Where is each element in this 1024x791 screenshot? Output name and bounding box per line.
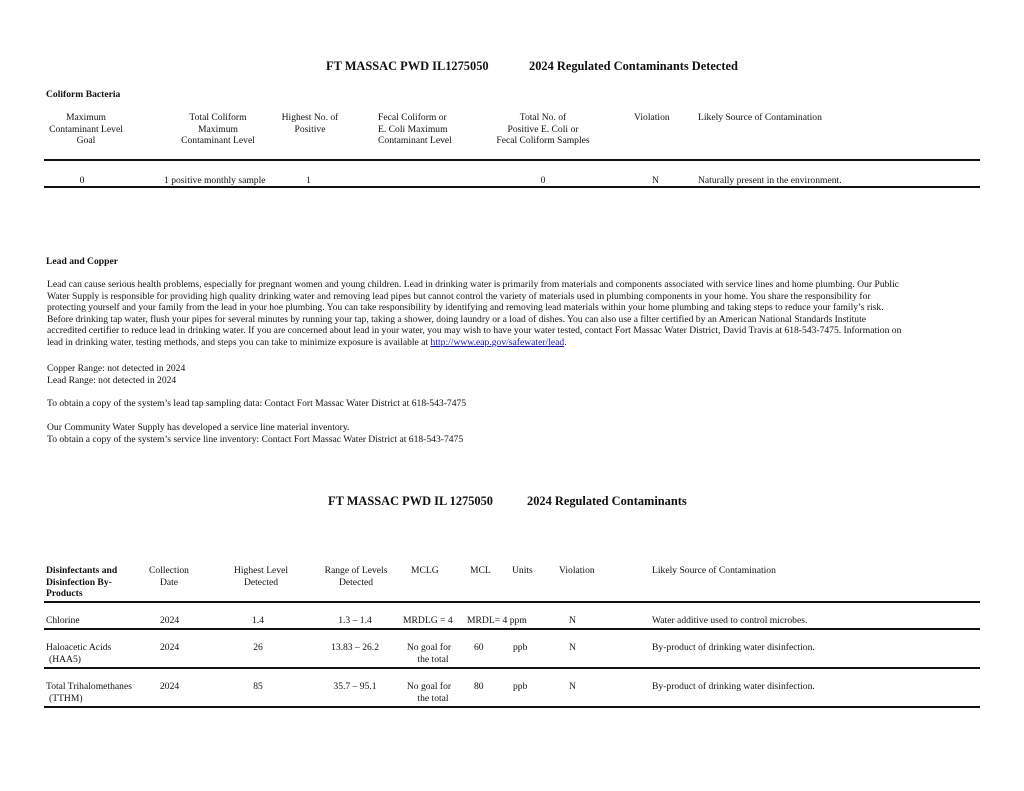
row-highest-positive: 1	[306, 175, 311, 186]
chlorine-range: 1.3 – 1.4	[338, 615, 372, 626]
disinfectants-title-left: FT MASSAC PWD IL 1275050	[328, 494, 493, 508]
lead-range: Lead Range: not detected in 2024	[47, 375, 177, 386]
row-total-positive: 0	[540, 175, 546, 186]
tthm-violation: N	[569, 681, 576, 692]
haa5-units: ppb	[513, 642, 528, 653]
service-line-inventory-note: Our Community Water Supply has developed a service line material inventory.	[47, 422, 350, 433]
service-line-inventory-contact: To obtain a copy of the system’s service line inventory: Contact Fort Massac Water District at 618-543-7475	[47, 434, 464, 445]
row-mclg: 0	[79, 175, 85, 186]
lead-info-text: lead in drinking water, testing methods, and steps you can take to minimize exposure is available at	[47, 336, 431, 348]
tthm-row-rule	[44, 706, 980, 708]
tthm-source: By-product of drinking water disinfection.	[652, 681, 815, 692]
row-source: Naturally present in the environment.	[698, 175, 842, 186]
coliform-title-right: 2024 Regulated Contaminants Detected	[529, 59, 738, 73]
coliform-heading: Coliform Bacteria	[46, 89, 121, 100]
lead-info-period: .	[564, 336, 567, 348]
coliform-title-left: FT MASSAC PWD IL1275050	[326, 59, 489, 73]
header-units: Units	[512, 565, 533, 576]
haa5-mclg: No goal for the total	[406, 642, 452, 665]
header-violation: Violation	[634, 112, 670, 123]
tthm-name: Total Trihalomethanes (TTHM)	[46, 681, 132, 704]
header-source-disinfectant: Likely Source of Contamination	[652, 565, 776, 576]
haa5-violation: N	[569, 642, 576, 653]
coliform-header-rule	[44, 159, 980, 161]
haa5-date: 2024	[160, 642, 180, 653]
header-source: Likely Source of Contamination	[698, 112, 822, 123]
tthm-units: ppb	[513, 681, 528, 692]
chlorine-source: Water additive used to control microbes.	[652, 615, 808, 626]
coliform-row-rule	[44, 186, 980, 188]
tthm-highest: 85	[253, 681, 263, 692]
safewater-lead-link[interactable]: http://www.eap.gov/safewater/lead	[430, 336, 565, 348]
tthm-mcl: 80	[474, 681, 484, 692]
lead-copper-heading: Lead and Copper	[46, 256, 118, 267]
lead-tap-sampling: To obtain a copy of the system’s lead tap sampling data: Contact Fort Massac Water District at 618-543-7475	[47, 398, 467, 409]
lead-paragraph-line: Before drinking tap water, flush your pipes for several minutes by running your tap, taking a shower, doing laundry or a load of dishes. You can also use a filter certified by an American National Standards Institute	[47, 313, 867, 325]
chlorine-violation: N	[569, 615, 576, 626]
haa5-highest: 26	[253, 642, 263, 653]
header-total-coliform-mcl: Total Coliform Maximum Contaminant Level	[181, 112, 255, 147]
haa5-mcl: 60	[474, 642, 484, 653]
header-highest-positive: Highest No. of Positive	[281, 112, 339, 135]
disinfectants-title-right: 2024 Regulated Contaminants	[527, 494, 687, 508]
header-fecal-mcl: Fecal Coliform or E. Coli Maximum Contaminant Level	[378, 112, 452, 147]
haa5-row-rule	[44, 667, 980, 669]
chlorine-mcl: MRDL= 4 ppm	[467, 615, 527, 626]
header-disinfectant-name: Disinfectants and Disinfection By- Products	[46, 565, 118, 600]
lead-paragraph-line: protecting yourself and your family from the lead in your hoe plumbing. You can take responsibility by identifying and removing lead materials within your home plumbing and taking steps to reduce your family’s risk.	[47, 302, 884, 314]
lead-paragraph-line: Lead can cause serious health problems, especially for pregnant women and young children. Lead in drinking water is primarily from materials and components associated with service lines and home plumbing. Our Public	[47, 279, 900, 290]
chlorine-name: Chlorine	[46, 615, 80, 626]
header-mclg: Maximum Contaminant Level Goal	[49, 112, 123, 147]
chlorine-mclg: MRDLG = 4	[403, 615, 453, 626]
tthm-date: 2024	[160, 681, 180, 692]
disinfectants-header-rule	[44, 601, 980, 603]
haa5-name: Haloacetic Acids (HAA5)	[46, 642, 112, 665]
header-highest-level: Highest Level Detected	[233, 565, 289, 588]
header-total-positive: Total No. of Positive E. Coli or Fecal Coliform Samples	[496, 112, 590, 147]
tthm-range: 35.7 – 95.1	[333, 681, 377, 692]
lead-paragraph-last-line	[47, 337, 977, 349]
haa5-source: By-product of drinking water disinfection.	[652, 642, 815, 653]
row-violation: N	[652, 175, 659, 186]
row-total-coliform-mcl: 1 positive monthly sample	[164, 175, 266, 186]
header-mcl: MCL	[470, 565, 491, 576]
tthm-mclg: No goal for the total	[406, 681, 452, 704]
chlorine-highest: 1.4	[252, 615, 264, 626]
lead-paragraph-line: accredited certifier to reduce lead in drinking water. If you are concerned about lead in your water, you may wish to have your water tested, contact Fort Massac Water District, David Travis at 618-543-7475. Information on	[47, 325, 902, 337]
chlorine-row-rule	[44, 628, 980, 630]
header-violation-disinfectant: Violation	[559, 565, 595, 576]
header-range-of-levels: Range of Levels Detected	[324, 565, 388, 588]
header-collection-date: Collection Date	[149, 565, 189, 588]
chlorine-date: 2024	[160, 615, 180, 626]
lead-paragraph	[47, 279, 977, 349]
haa5-range: 13.83 – 26.2	[331, 642, 379, 653]
copper-range: Copper Range: not detected in 2024	[47, 363, 186, 374]
lead-paragraph-line: Water Supply is responsible for providing high quality drinking water and removing lead pipes but cannot control the variety of materials used in plumbing components in your home. You share the responsibility for	[47, 290, 871, 302]
header-mclg-disinfectant: MCLG	[411, 565, 439, 576]
